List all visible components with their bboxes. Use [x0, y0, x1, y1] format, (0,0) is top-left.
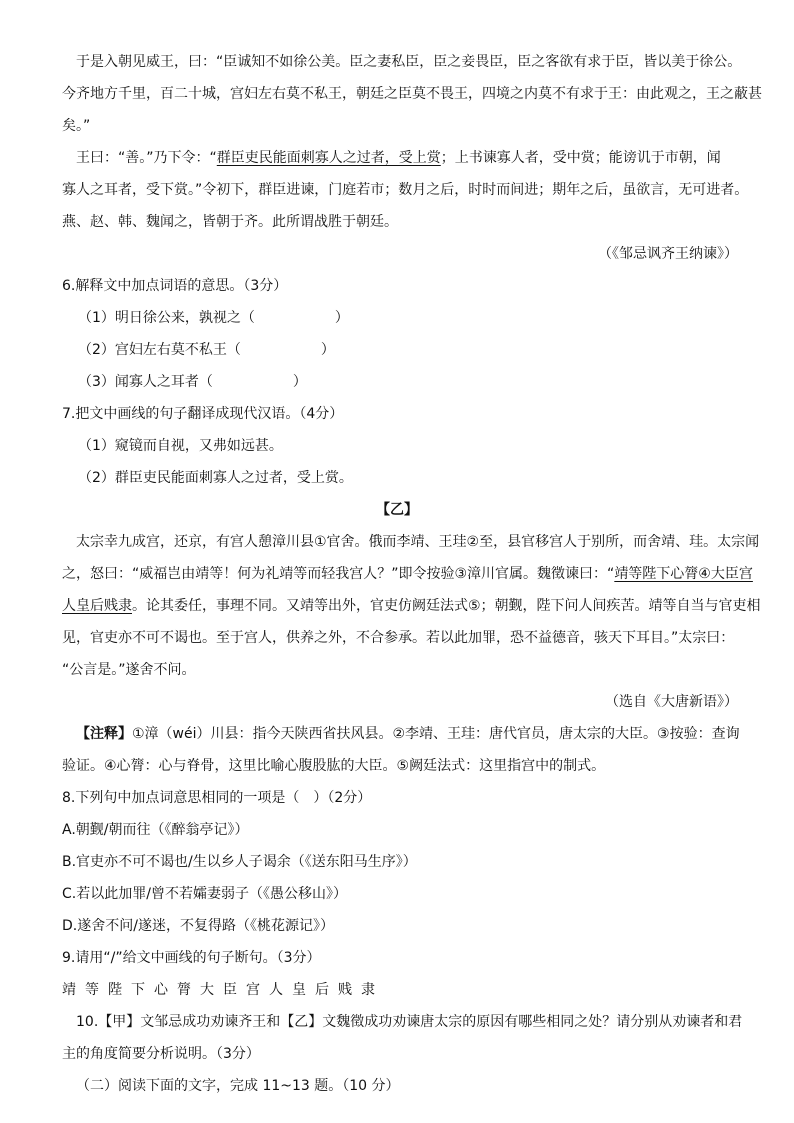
question-8-option: A.朝觐/朝而往（《醉翁亭记》） [62, 822, 249, 838]
question-6-item-text: （3）闻寡人之耳者（ [78, 374, 213, 390]
question-7-title: 7.把文中画线的句子翻译成现代汉语。（4分） [62, 406, 344, 422]
question-7-item: （2）群臣吏民能面刺寡人之过者，受上赏。 [78, 470, 353, 486]
jia-source: （《邹忌讽齐王纳谏》） [598, 246, 738, 262]
jia-text-line: 矣。” [62, 118, 91, 134]
question-6-item [78, 372, 778, 392]
yi-text-line [62, 564, 762, 584]
notes-text: ①漳（wéi）川县：指今天陕西省扶风县。②李靖、王珪：唐代官员，唐太宗的大臣。③按验：查询 [132, 726, 740, 742]
question-6-item-text: （2）宫妇左右莫不私王（ [78, 342, 241, 358]
underlined-sentence: 靖等陛下心膂④大臣宫 [614, 566, 753, 582]
bracket-close: ） [292, 374, 307, 390]
notes-label: 【注释】 [76, 726, 132, 742]
yi-source: （选自《大唐新语》） [605, 694, 738, 710]
question-8-option: B.官吏亦不可不谒也/生以乡人子谒余（《送东阳马生序》） [62, 854, 417, 870]
jia-text-line: 寡人之耳者，受下赏。”令初下，群臣进谏，门庭若市；数月之后，时时而间进；期年之后，虽欲言，无可进者。 [62, 182, 749, 198]
jia-text-line: 于是入朝见威王，曰：“臣诚知不如徐公美。臣之妻私臣，臣之妾畏臣，臣之客欲有求于臣，皆以美于徐公。 [76, 54, 742, 70]
yi-text-line: “公言是。”遂舍不问。 [62, 662, 196, 678]
question-8-option: C.若以此加罪/曾不若孀妻弱子（《愚公移山》） [62, 886, 347, 902]
yi-text-segment: 。论其委任，事理不同。又靖等出外，官吏仿阙廷法式⑤；朝觐，陛下问人间疾苦。靖等自当与官吏相 [132, 598, 761, 614]
question-6-item [78, 308, 778, 328]
section-2-heading: （二）阅读下面的文字，完成 11~13 题。（10 分） [76, 1078, 400, 1094]
notes-line [76, 724, 776, 744]
question-8-option: D.遂舍不问/遂迷，不复得路（《桃花源记》） [62, 918, 334, 934]
question-6-title: 6.解释文中加点词语的意思。（3分） [62, 278, 288, 294]
jia-text-line [76, 148, 776, 168]
jia-text-segment: 王曰：“善。”乃下令：“ [76, 150, 217, 166]
yi-text-line: 太宗幸九成宫，还京，有宫人憩漳川县①官舍。俄而李靖、王珪②至，县官移宫人于别所，而舍靖、珪。太宗闻 [76, 534, 760, 550]
notes-line: 验证。④心膂：心与脊骨，这里比喻心腹股肱的大臣。⑤阙廷法式：这里指宫中的制式。 [62, 758, 606, 774]
question-9-text: 靖等陛下心膂大臣宫人皇后贱隶 [62, 982, 384, 998]
question-6-item-text: （1）明日徐公来，孰视之（ [78, 310, 255, 326]
question-9-title: 9.请用“/”给文中画线的句子断句。（3分） [62, 950, 321, 966]
jia-text-segment: ；上书谏寡人者，受中赏；能谤讥于市朝，闻 [440, 150, 721, 166]
yi-heading: 【乙】 [376, 502, 418, 518]
question-8-title: 8.下列句中加点词意思相同的一项是（ ）（2分） [62, 790, 372, 806]
question-10-line: 10.【甲】文邹忌成功劝谏齐王和【乙】文魏徵成功劝谏唐太宗的原因有哪些相同之处？请分别从劝谏者和君 [76, 1014, 743, 1030]
yi-text-line [62, 596, 762, 616]
question-7-item: （1）窥镜而自视，又弗如远甚。 [78, 438, 283, 454]
question-6-item [78, 340, 778, 360]
underlined-sentence: 群臣吏民能面刺寡人之过者，受上赏 [216, 150, 441, 166]
underlined-sentence: 人皇后贱隶 [62, 598, 132, 614]
bracket-close: ） [334, 310, 349, 326]
jia-text-line: 燕、赵、韩、魏闻之，皆朝于齐。此所谓战胜于朝廷。 [62, 214, 398, 230]
bracket-close: ） [320, 342, 335, 358]
yi-text-segment: 之，怒曰：“威福岂由靖等！何为礼靖等而轻我宫人？”即令按验③漳川官属。魏徵谏曰：“ [62, 566, 615, 582]
jia-text-line: 今齐地方千里，百二十城，宫妇左右莫不私王，朝廷之臣莫不畏王，四境之内莫不有求于王：由此观之，王之蔽甚 [62, 86, 762, 102]
question-10-line: 主的角度简要分析说明。（3分） [62, 1046, 260, 1062]
yi-text-line: 见，官吏亦不可不谒也。至于宫人，供养之外，不合参承。若以此加罪，恐不益德音，骇天下耳目。”太宗曰： [62, 630, 735, 646]
